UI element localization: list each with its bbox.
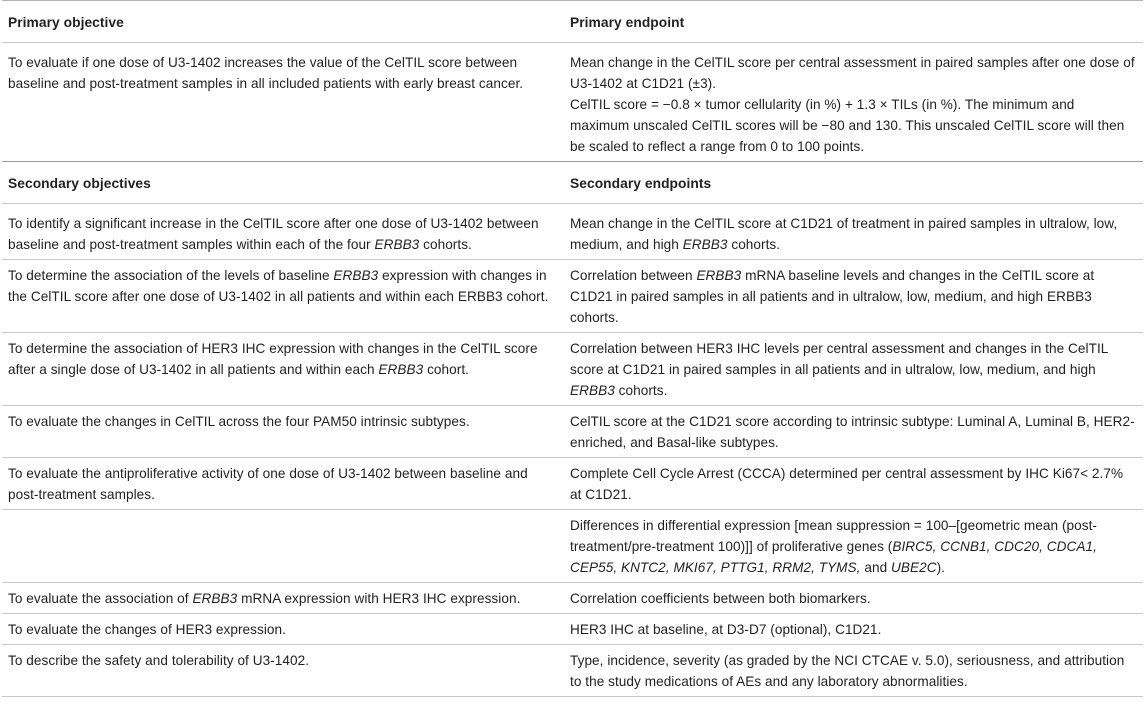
objective-2-gene: ERBB3 bbox=[333, 268, 379, 283]
table-row bbox=[2, 260, 1143, 333]
objective-7-text-b: mRNA expression with HER3 IHC expression. bbox=[237, 591, 521, 606]
objective-1-text-a: To identify a significant increase in the CelTIL score after one dose of U3-1402 between baseline and post-treatment samples within each of the four bbox=[8, 216, 539, 252]
objective-7-gene: ERBB3 bbox=[192, 591, 238, 606]
endpoint-6-text-b: ). bbox=[936, 560, 945, 575]
table-row bbox=[2, 204, 1143, 260]
endpoint-6-and: and bbox=[860, 560, 891, 575]
table-row bbox=[2, 458, 1143, 510]
table-row bbox=[2, 333, 1143, 406]
secondary-endpoint-5: Complete Cell Cycle Arrest (CCCA) determined per central assessment by IHC Ki67< 2.7% at C1D21. bbox=[570, 466, 1124, 502]
objective-1-gene: ERBB3 bbox=[374, 237, 420, 252]
endpoint-6-genes: BIRC5, CCNB1, CDC20, CDCA1, CEP55, KNTC2, MKI67, PTTG1, RRM2, TYMS, bbox=[570, 539, 1097, 575]
objective-2-text-a: To determine the association of the levels of baseline bbox=[8, 268, 334, 283]
primary-objective-text: To evaluate if one dose of U3-1402 increases the value of the CelTIL score between baseline and post-treatment samples in all included patients with early breast cancer. bbox=[8, 55, 524, 91]
secondary-objective-9: To describe the safety and tolerability of U3-1402. bbox=[8, 653, 310, 668]
endpoint-3-gene: ERBB3 bbox=[570, 383, 615, 398]
secondary-objective-8: To evaluate the changes of HER3 expression. bbox=[8, 622, 286, 637]
endpoint-1-text-b: cohorts. bbox=[727, 237, 781, 252]
endpoint-3-text-a: Correlation between HER3 IHC levels per central assessment and changes in the CelTIL score at C1D21 in paired samples in all patients and in ultralow, low, medium, and high bbox=[570, 341, 1108, 377]
objective-7-text-a: To evaluate the association of bbox=[8, 591, 193, 606]
table-row bbox=[2, 645, 1143, 697]
secondary-header-row bbox=[2, 162, 1143, 204]
objective-2-text-b: expression with changes in the CelTIL score after one dose of U3-1402 in all patients and within each ERBB3 cohort. bbox=[8, 268, 549, 304]
secondary-endpoint-2 bbox=[564, 260, 1143, 332]
endpoint-2-text-b: mRNA baseline levels and changes in the CelTIL score at C1D21 in paired samples in all patients and in ultralow, low, medium, and high ERBB3 cohorts. bbox=[570, 268, 1095, 325]
primary-row bbox=[2, 43, 1143, 162]
table-row bbox=[2, 583, 1143, 614]
secondary-endpoint-1 bbox=[564, 204, 1143, 259]
primary-endpoint-paragraph-1: Mean change in the CelTIL score per central assessment in paired samples after one dose of U3-1402 at C1D21 (±3). bbox=[570, 55, 1135, 91]
primary-endpoint-header: Primary endpoint bbox=[570, 15, 685, 30]
objective-3-text-b: cohort. bbox=[423, 362, 469, 377]
table-row bbox=[2, 406, 1143, 458]
endpoint-6-text-a: Differences in differential expression [mean suppression = 100–[geometric mean (post-treatment/pre-treatment 100)]] of proliferative genes ( bbox=[570, 518, 1098, 554]
endpoint-6-gene-last: UBE2C bbox=[891, 560, 937, 575]
secondary-endpoint-3 bbox=[564, 333, 1143, 405]
primary-header-row bbox=[2, 1, 1143, 43]
endpoint-3-text-b: cohorts. bbox=[614, 383, 668, 398]
secondary-objective-1 bbox=[2, 204, 564, 259]
primary-endpoint-paragraph-2: CelTIL score = −0.8 × tumor cellularity (in %) + 1.3 × TILs (in %). The minimum and maximum unscaled CelTIL scores will be −80 and 130. This unscaled CelTIL score will then be scaled to reflect a range from 0 to 100 points. bbox=[570, 97, 1125, 154]
secondary-objective-2 bbox=[2, 260, 564, 332]
objectives-endpoints-table bbox=[2, 0, 1143, 697]
endpoint-1-text-a: Mean change in the CelTIL score at C1D21 of treatment in paired samples in ultralow, low, medium, and high bbox=[570, 216, 1118, 252]
secondary-endpoint-9: Type, incidence, severity (as graded by the NCI CTCAE v. 5.0), seriousness, and attribution to the study medications of AEs and any laboratory abnormalities. bbox=[570, 653, 1125, 689]
secondary-objective-4: To evaluate the changes in CelTIL across the four PAM50 intrinsic subtypes. bbox=[8, 414, 470, 429]
endpoint-1-gene: ERBB3 bbox=[682, 237, 728, 252]
objective-1-text-b: cohorts. bbox=[419, 237, 472, 252]
secondary-endpoint-8: HER3 IHC at baseline, at D3-D7 (optional), C1D21. bbox=[570, 622, 882, 637]
primary-objective-header: Primary objective bbox=[8, 15, 124, 30]
objective-3-gene: ERBB3 bbox=[378, 362, 424, 377]
secondary-objective-7 bbox=[2, 583, 564, 613]
secondary-endpoints-header: Secondary endpoints bbox=[570, 176, 712, 191]
secondary-objectives-header: Secondary objectives bbox=[8, 176, 151, 191]
endpoint-2-gene: ERBB3 bbox=[696, 268, 742, 283]
table-row bbox=[2, 614, 1143, 645]
secondary-endpoint-7: Correlation coefficients between both biomarkers. bbox=[570, 591, 871, 606]
secondary-objective-6-empty bbox=[2, 510, 564, 582]
objective-3-text-a: To determine the association of HER3 IHC expression with changes in the CelTIL score after a single dose of U3-1402 in all patients and within each bbox=[8, 341, 538, 377]
table-row bbox=[2, 510, 1143, 583]
primary-endpoint-cell bbox=[564, 43, 1143, 161]
secondary-objective-3 bbox=[2, 333, 564, 405]
secondary-endpoint-6 bbox=[564, 510, 1143, 582]
secondary-objective-5: To evaluate the antiproliferative activity of one dose of U3-1402 between baseline and post-treatment samples. bbox=[8, 466, 528, 502]
secondary-endpoint-4: CelTIL score at the C1D21 score according to intrinsic subtype: Luminal A, Luminal B, HER2-enriched, and Basal-like subtypes. bbox=[570, 414, 1135, 450]
endpoint-2-text-a: Correlation between bbox=[570, 268, 697, 283]
